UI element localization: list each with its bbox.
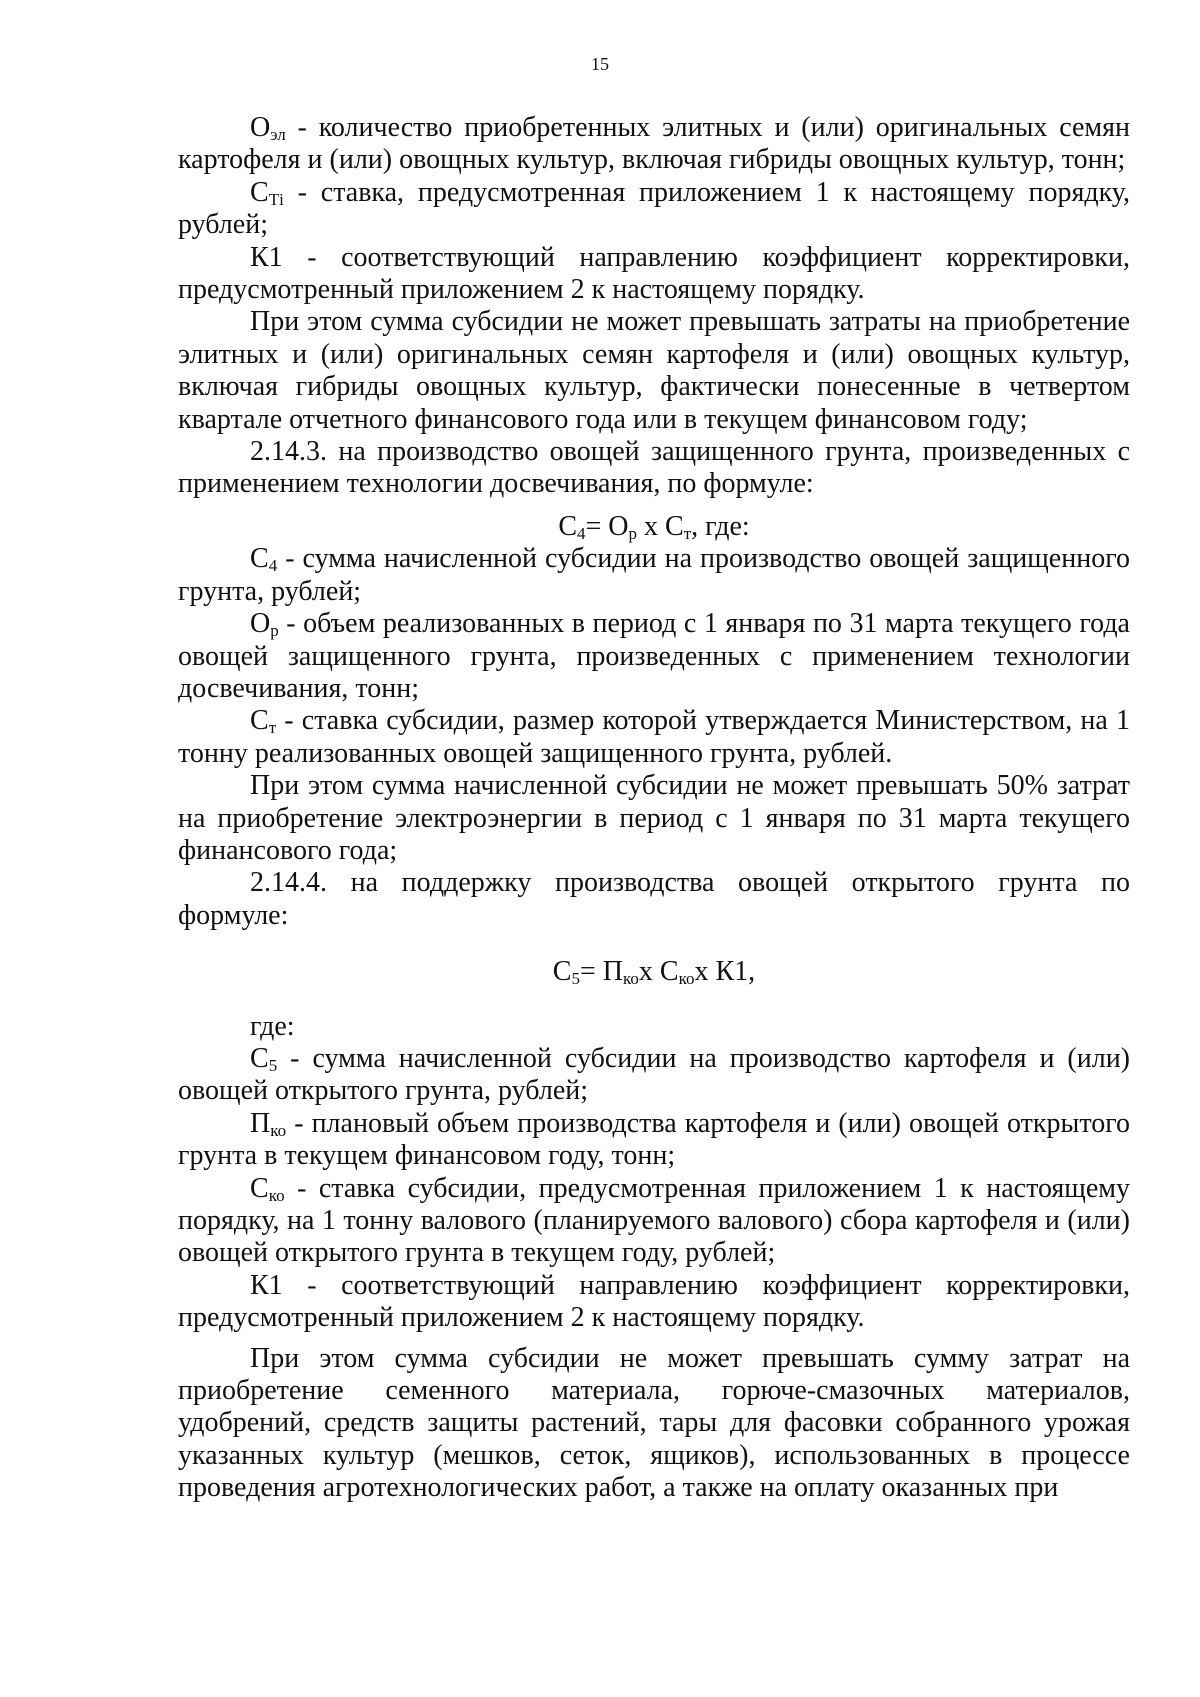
text-run: О	[250, 112, 271, 143]
paragraph	[178, 543, 1130, 608]
subscript: 5	[268, 1055, 278, 1075]
subscript: 4	[577, 523, 586, 543]
text-run: - ставка, предусмотренная приложением 1 к настоящему порядку, рублей;	[178, 176, 1130, 241]
page-number: 15	[591, 54, 609, 74]
paragraph	[178, 608, 1130, 705]
paragraph	[178, 242, 1130, 307]
text-run: , где:	[691, 510, 750, 542]
paragraph	[178, 1343, 1130, 1505]
subscript: ко	[270, 1120, 287, 1140]
subscript: ко	[678, 969, 695, 989]
text-run: С	[250, 1172, 269, 1204]
formula	[178, 511, 1130, 543]
text-run: х С	[638, 956, 679, 988]
text-run: С	[552, 956, 572, 988]
text-run: К1 - соответствующий направлению коэффициент корректировки, предусмотренный приложением 2 к настоящему порядку.	[178, 1269, 1130, 1334]
text-run: = О	[585, 510, 629, 542]
text-run: При этом сумма начисленной субсидии не может превышать 50% затрат на приобретение электроэнергии в период с 1 января по 31 марта текущего финансового года;	[178, 770, 1130, 866]
text-run: - сумма начисленной субсидии на производство картофеля и (или) овощей открытого грунта, рублей;	[178, 1042, 1130, 1107]
subscript: 4	[268, 556, 278, 576]
paragraph	[178, 177, 1130, 242]
paragraph	[178, 112, 1130, 177]
text-run: - количество приобретенных элитных и (или) оригинальных семян картофеля и (или) овощных культур, включая гибриды овощных культур, тонн;	[178, 112, 1130, 176]
text-run: П	[250, 1107, 271, 1139]
text-run: С	[250, 705, 269, 737]
text-run: 2.14.4. на поддержку производства овощей открытого грунта по формуле:	[178, 867, 1130, 931]
document-body	[178, 112, 1130, 1505]
subscript: т	[683, 523, 692, 543]
subscript: р	[270, 621, 279, 641]
paragraph	[178, 306, 1130, 436]
text-run: - объем реализованных в период с 1 января по 31 марта текущего года овощей защищенного грунта, произведенных с применением технологии досвечивания, тонн;	[178, 608, 1130, 704]
text-run: С	[250, 176, 269, 208]
text-run: С	[558, 510, 577, 542]
text-run: - плановый объем производства картофеля и (или) овощей открытого грунта в текущем финансовом году, тонн;	[178, 1107, 1130, 1172]
text-run: - ставка субсидии, предусмотренная приложением 1 к настоящему порядку, на 1 тонну валового (планируемого валового) сбора картофеля и (или) овощей открытого грунта в текущем году, рублей;	[178, 1172, 1130, 1269]
text-run: х С	[637, 510, 684, 542]
subscript: Тi	[268, 189, 284, 209]
subscript: ко	[268, 1185, 285, 1205]
paragraph	[178, 867, 1130, 932]
subscript: р	[628, 523, 638, 543]
text-run: - сумма начисленной субсидии на производство овощей защищенного грунта, рублей;	[178, 543, 1130, 607]
subscript: 5	[571, 969, 580, 989]
text-run: 2.14.3. на производство овощей защищенного грунта, произведенных с применением технологии досвечивания, по формуле:	[178, 436, 1130, 500]
text-run: О	[250, 608, 271, 640]
subscript: ко	[623, 969, 639, 989]
paragraph	[178, 1270, 1130, 1335]
text-run: х К1,	[694, 956, 756, 988]
text-run: - ставка субсидии, размер которой утверждается Министерством, на 1 тонну реализованных овощей защищенного грунта, рублей.	[178, 705, 1130, 769]
text-run: С	[250, 543, 269, 575]
paragraph	[178, 436, 1130, 501]
paragraph	[178, 1173, 1130, 1270]
paragraph	[178, 705, 1130, 770]
text-run: К1 - соответствующий направлению коэффициент корректировки, предусмотренный приложением 2 к настоящему порядку.	[178, 241, 1130, 306]
text-run: где:	[250, 1010, 295, 1042]
subscript: т	[268, 718, 277, 738]
paragraph	[178, 1011, 1130, 1043]
paragraph	[178, 770, 1130, 867]
text-run: При этом сумма субсидии не может превышать затраты на приобретение элитных и (или) оригинальных семян картофеля и (или) овощных культур, включая гибриды овощных культур, фактически понесенные в четвертом квартале отчетного финансового года или в текущем финансовом году;	[178, 306, 1130, 435]
paragraph	[178, 1043, 1130, 1108]
text-run: С	[250, 1042, 269, 1074]
formula	[178, 956, 1130, 988]
paragraph	[178, 1108, 1130, 1173]
text-run: = П	[579, 956, 623, 988]
text-run: При этом сумма субсидии не может превышать сумму затрат на приобретение семенного материала, горюче-смазочных материалов, удобрений, средств защиты растений, тары для фасовки собранного урожая указанных культур (мешков, сеток, ящиков), использованных в процессе проведения агротехнологических работ, а также на оплату оказанных при	[178, 1342, 1130, 1504]
subscript: эл	[270, 125, 286, 144]
